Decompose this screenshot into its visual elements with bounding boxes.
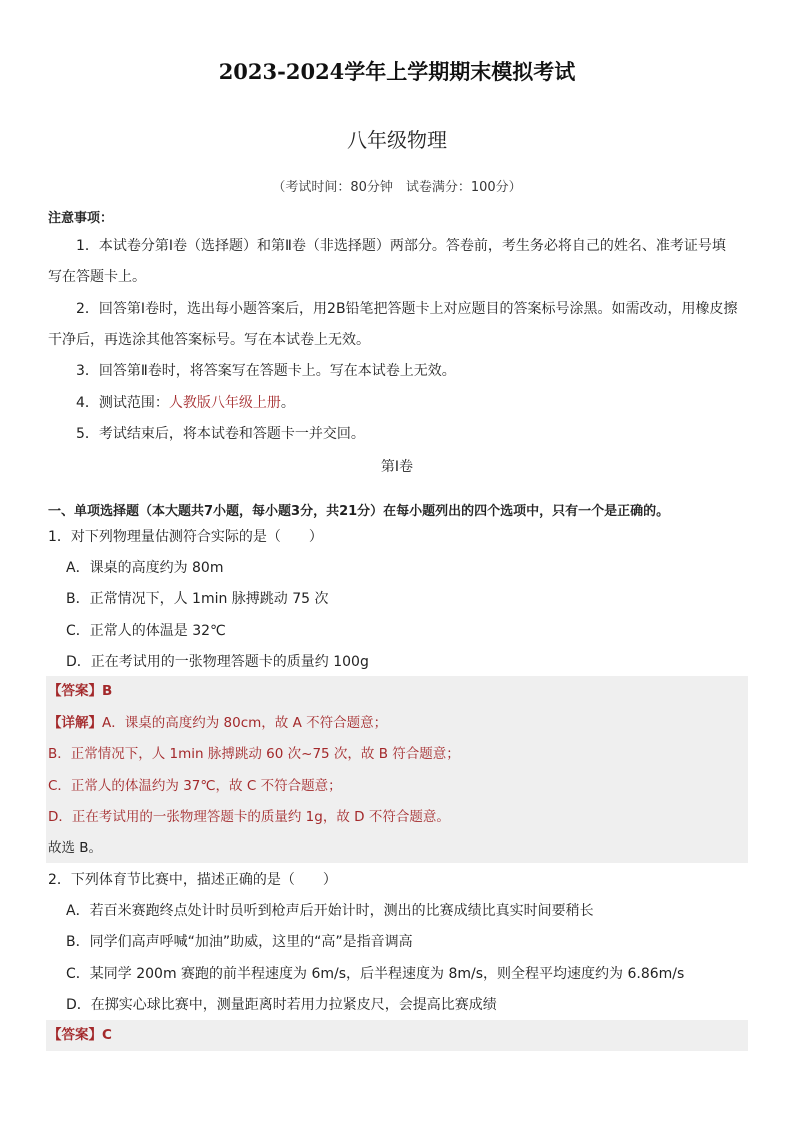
detail-label: 【详解】: [48, 715, 102, 731]
question-1-answer: 【答案】B: [48, 683, 113, 699]
notice-item-4: [76, 393, 295, 413]
question-1-stem: 1．对下列物理量估测符合实际的是（ ）: [48, 529, 323, 545]
question-2-option-b: B．同学们高声呼喊“加油”助威，这里的“高”是指音调高: [66, 934, 413, 950]
notice-item-1a: 1．本试卷分第Ⅰ卷（选择题）和第Ⅱ卷（非选择题）两部分。答卷前，考生务必将自己的姓名、准考证号填: [76, 238, 726, 254]
question-1-detail-2: B．正常情况下，人 1min 脉搏跳动 60 次~75 次，故 B 符合题意；: [48, 746, 460, 762]
notice-item-2a: 2．回答第Ⅰ卷时，选出每小题答案后，用2B铅笔把答题卡上对应题目的答案标号涂黑。如需改动，用橡皮擦: [76, 301, 738, 317]
question-2-answer: 【答案】C: [48, 1027, 112, 1043]
question-1-option-a: A．课桌的高度约为 80m: [66, 560, 224, 576]
notice-item-1b: 写在答题卡上。: [48, 269, 146, 285]
detail-text: A．课桌的高度约为 80cm，故 A 不符合题意；: [102, 715, 388, 731]
part-heading: 一、单项选择题（本大题共7小题，每小题3分，共21分）在每小题列出的四个选项中，只有一个是正确的。: [48, 504, 670, 519]
answer-block-2: [46, 1020, 748, 1051]
answer-block-1: [46, 676, 748, 863]
question-2-option-c: C．某同学 200m 赛跑的前半程速度为 6m/s，后半程速度为 8m/s，则全程平均速度约为 6.86m/s: [66, 966, 685, 982]
notice-item-3: 3．回答第Ⅱ卷时，将答案写在答题卡上。写在本试卷上无效。: [76, 363, 456, 379]
exam-subject: 八年级物理: [347, 128, 447, 152]
test-scope: 人教版八年级上册: [168, 395, 281, 411]
question-1-option-c: C．正常人的体温是 32℃: [66, 623, 226, 639]
notice-item-4-prefix: 4．测试范围：: [76, 395, 169, 411]
question-1-option-d: D．正在考试用的一张物理答题卡的质量约 100g: [66, 654, 369, 670]
question-1-option-b: B．正常情况下，人 1min 脉搏跳动 75 次: [66, 591, 329, 607]
notice-item-4-suffix: 。: [280, 395, 295, 411]
question-1-detail-3: C．正常人的体温约为 37℃，故 C 不符合题意；: [48, 778, 342, 794]
question-1-detail-1: [48, 713, 387, 733]
notice-heading: 注意事项：: [48, 211, 114, 226]
question-2-option-d: D．在掷实心球比赛中，测量距离时若用力拉紧皮尺，会提高比赛成绩: [66, 997, 497, 1013]
question-2-stem: 2．下列体育节比赛中，描述正确的是（ ）: [48, 872, 337, 888]
exam-title: 2023-2024学年上学期期末模拟考试: [218, 59, 576, 84]
notice-item-5: 5．考试结束后，将本试卷和答题卡一并交回。: [76, 426, 365, 442]
exam-time-score: （考试时间：80分钟 试卷满分：100分）: [272, 180, 522, 195]
question-1-detail-4: D．正在考试用的一张物理答题卡的质量约 1g，故 D 不符合题意。: [48, 809, 450, 825]
notice-item-2b: 干净后，再选涂其他答案标号。写在本试卷上无效。: [48, 332, 370, 348]
question-2-option-a: A．若百米赛跑终点处计时员听到枪声后开始计时，测出的比赛成绩比真实时间要稍长: [66, 903, 594, 919]
section-title: 第Ⅰ卷: [380, 459, 414, 475]
question-1-conclusion: 故选 B。: [48, 840, 103, 856]
